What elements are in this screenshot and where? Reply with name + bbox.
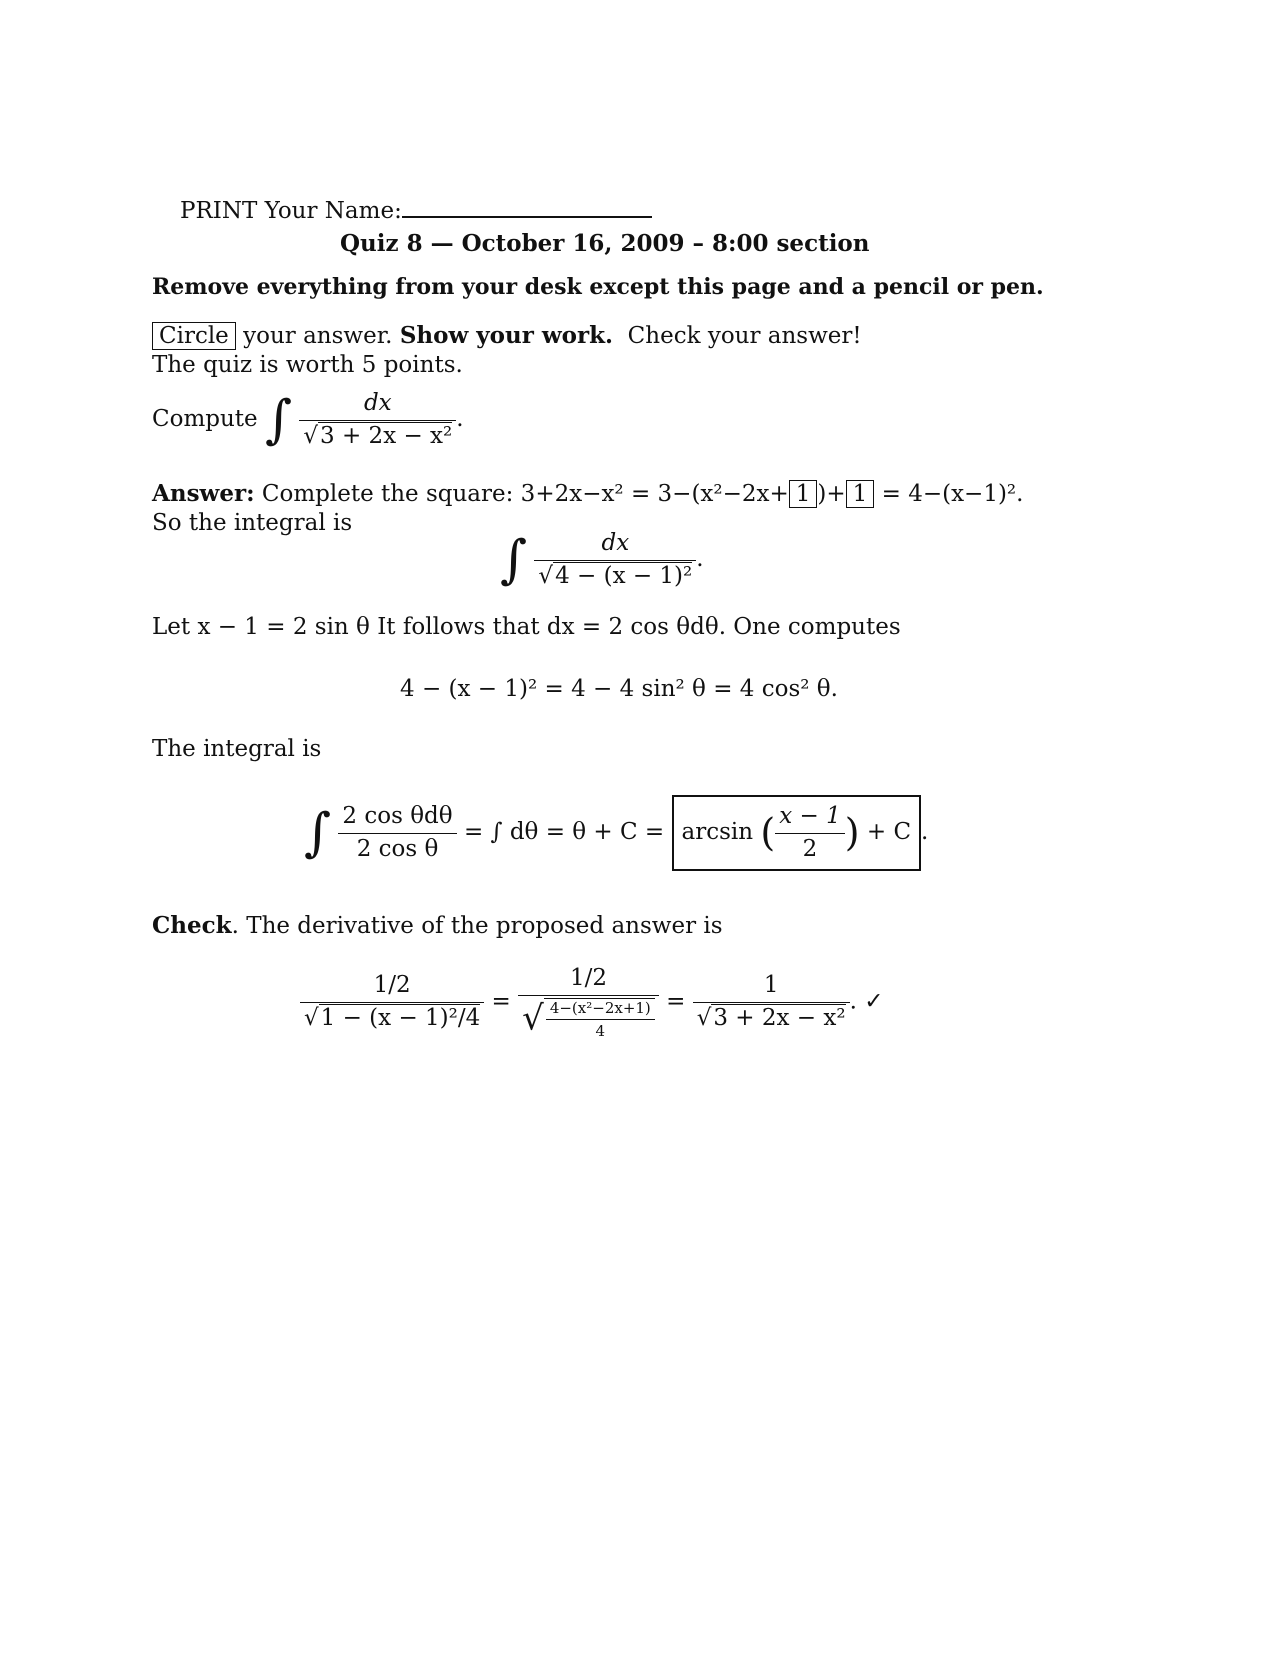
integral-one-denominator: 4 − (x − 1)² xyxy=(555,562,693,589)
problem-statement xyxy=(152,390,464,450)
answer-label: Answer: xyxy=(152,480,255,507)
so-integral-text: So the integral is xyxy=(152,510,353,536)
arcsin-numerator: x − 1 xyxy=(775,803,845,834)
square-mid: )+ xyxy=(817,481,846,507)
derivative-period: . xyxy=(849,988,857,1015)
integral-two-fraction xyxy=(338,803,456,863)
box-one-b: 1 xyxy=(846,480,875,508)
fraction-one-numerator: 1/2 xyxy=(300,972,484,1003)
circle-box: Circle xyxy=(152,322,236,350)
fraction-one-denominator: 1 − (x − 1)²/4 xyxy=(320,1004,481,1031)
checkmark-icon: ✓ xyxy=(864,988,884,1015)
quiz-title: Quiz 8 — October 16, 2009 – 8:00 section xyxy=(340,230,870,257)
compute-label: Compute xyxy=(152,406,258,433)
check-label: Check xyxy=(152,912,232,939)
integral-one xyxy=(500,530,704,590)
integral-sign: ∫ xyxy=(304,803,332,864)
final-answer-box: arcsin ( $\frac{x - 1}{2}$ ) + C xyxy=(672,795,922,871)
identity-line: 4 − (x − 1)² = 4 − 4 sin² θ = 4 cos² θ. xyxy=(400,676,838,702)
fraction-two-numerator: 1/2 xyxy=(518,965,659,996)
equals-one: = xyxy=(491,988,511,1015)
name-blank xyxy=(402,198,652,218)
check-text: . The derivative of the proposed answer is xyxy=(231,913,723,939)
check-line xyxy=(152,912,723,941)
arcsin-denominator: 2 xyxy=(802,835,818,862)
integral-sign: ∫ xyxy=(264,390,293,451)
square-tail: = 4−(x−1)². xyxy=(881,481,1024,507)
worth-text: The quiz is worth 5 points. xyxy=(152,352,463,378)
arcsin-fraction xyxy=(775,803,845,863)
derivative-fraction-three: $\frac{1}{\text{√3 + 2x − x²}}$ xyxy=(693,972,850,1032)
fraction-two-inner-numerator: 4−(x²−2x+1) xyxy=(546,999,655,1020)
your-answer-text: your answer. xyxy=(243,323,393,349)
answer-line xyxy=(152,480,1023,509)
name-line xyxy=(180,198,652,226)
plus-c: + C xyxy=(866,819,912,846)
arcsin-label: arcsin xyxy=(681,819,754,846)
fraction-three-numerator: 1 xyxy=(693,972,850,1003)
problem-fraction: $\frac{dx}{\text{√3 + 2x − x²}}$ xyxy=(299,390,456,450)
integral-one-fraction: $\frac{dx}{\text{√4 − (x − 1)²}}$ xyxy=(534,530,696,590)
name-label: PRINT Your Name: xyxy=(180,198,402,224)
check-answer-text: Check your answer! xyxy=(627,323,862,349)
remove-instruction: Remove everything from your desk except this page and a pencil or pen. xyxy=(152,274,1044,300)
derivative-fraction-one: $\frac{1/2}{\text{√1 − (x − 1)²/4}}$ xyxy=(300,972,484,1032)
integral-two xyxy=(304,795,928,871)
fraction-two-inner xyxy=(544,998,655,1040)
derivative-line xyxy=(300,965,883,1040)
fraction-three-denominator: 3 + 2x − x² xyxy=(713,1004,846,1031)
integral-one-numerator: dx xyxy=(534,530,696,561)
integral-is-text: The integral is xyxy=(152,736,322,762)
integral-one-period: . xyxy=(696,546,704,573)
problem-period: . xyxy=(456,406,464,433)
problem-denominator: 3 + 2x − x² xyxy=(320,422,453,449)
show-work-text: Show your work. xyxy=(399,322,614,349)
integral-two-middle: = ∫ dθ = θ + C = xyxy=(463,819,665,846)
derivative-fraction-two: 1/2 √ $\frac{\text{4−(x²−2x+1)}}{4}$ xyxy=(518,965,659,1040)
let-line: Let x − 1 = 2 sin θ It follows that dx = 2 cos θdθ. One computes xyxy=(152,614,901,640)
circle-instruction xyxy=(152,322,862,351)
fraction-two-inner-denominator: 4 xyxy=(595,1021,606,1040)
integral-two-denominator: 2 cos θ xyxy=(356,835,439,862)
final-period: . xyxy=(921,819,929,846)
integral-sign: ∫ xyxy=(500,530,528,591)
box-one-a: 1 xyxy=(789,480,818,508)
problem-numerator: dx xyxy=(299,390,456,421)
complete-square-text: Complete the square: 3+2x−x² = 3−(x²−2x+ xyxy=(261,481,789,507)
integral-two-numerator: 2 cos θdθ xyxy=(338,803,456,834)
equals-two: = xyxy=(666,988,686,1015)
